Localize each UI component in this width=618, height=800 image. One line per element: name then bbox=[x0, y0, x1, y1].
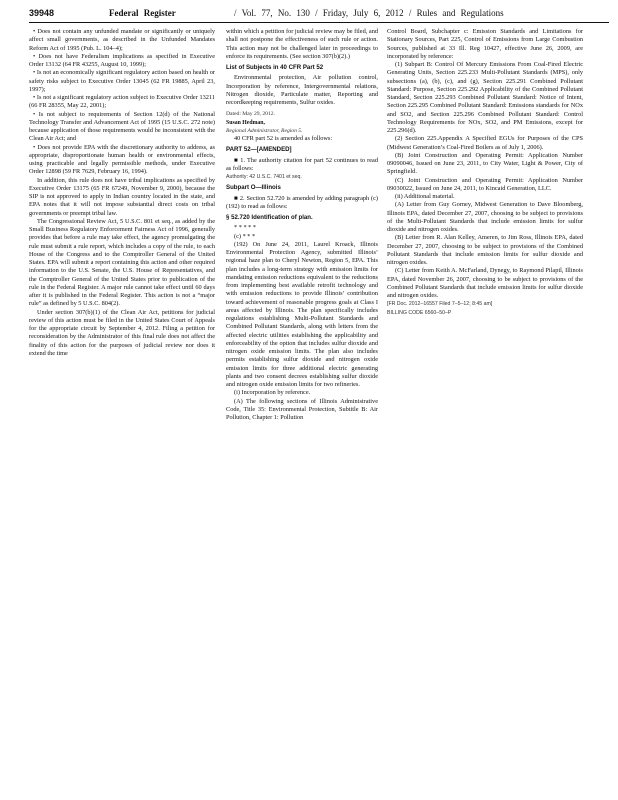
column2-paragraph: Authority: 42 U.S.C. 7401 et seq. bbox=[226, 174, 302, 180]
column2-paragraph: List of Subjects in 40 CFR Part 52 bbox=[226, 64, 324, 71]
column2-paragraph: Subpart O—Illinois bbox=[226, 184, 281, 192]
column3-paragraph: (ii) Additional material. bbox=[395, 193, 455, 200]
column1-paragraph: • Does not have Federalism implications as specified in Executive Order 13132 (64 FR 43255, August 10, 1999); bbox=[29, 52, 215, 68]
column3-paragraph: (B) Letter from R. Alan Kelley, Ameren, to Jim Ross, Illinois EPA, dated December 27, 2007, choosing to be subject to provisions of the Combined Pollutant Standards that include emission limits for sulfur dioxide and nitrogen oxides. bbox=[387, 234, 583, 266]
issue-details: / Vol. 77, No. 130 / Friday, July 6, 2012 / Rules and Regulations bbox=[234, 8, 504, 18]
column2-paragraph: Dated: May 29, 2012. bbox=[226, 111, 275, 118]
column1-paragraph: • Does not contain any unfunded mandate or significantly or uniquely affect small governments, as described in the Unfunded Mandates Reform Act of 1995 (Pub. L. 104–4); bbox=[29, 28, 215, 52]
column2-paragraph: ■ 1. The authority citation for part 52 continues to read as follows: bbox=[226, 156, 378, 172]
column1-paragraph: Under section 307(b)(1) of the Clean Air Act, petitions for judicial review of this action must be filed in the United States Court of Appeals for the appropriate circuit by September 4, 2012. Filing a petition for reconsideration by the Administrator of this final rule does not affect the finality of this action for the purposes of judicial review nor does it extend the time bbox=[29, 308, 215, 357]
column1-paragraph: • Is not an economically significant regulatory action based on health or safety risks subject to Executive Order 13045 (62 FR 19885, April 23, 1997); bbox=[29, 69, 215, 93]
text-column-left bbox=[29, 28, 215, 358]
column2-paragraph: Susan Hedman, bbox=[226, 119, 265, 126]
column3-paragraph: (C) Joint Construction and Operating Permit: Application Number 09030022, Issued on June 24, 2011, to Kincaid Generation, LLC. bbox=[387, 176, 583, 192]
column1-paragraph: In addition, this rule does not have tribal implications as specified by Executive Order 13175 (65 FR 67249, November 9, 2000), because the SIP is not approved to apply in Indian country located in the state, and EPA notes that it will not impose substantial direct costs on tribal governments or preempt tribal law. bbox=[29, 176, 215, 217]
column1-paragraph: The Congressional Review Act, 5 U.S.C. 801 et seq., as added by the Small Business Regulatory Enforcement Fairness Act of 1996, generally provides that before a rule may take effect, the agency promulgating the rule must submit a rule report, which includes a copy of the rule, to each House of the Congress and to the Comptroller General of the United States. EPA will submit a report containing this action and other required information to the U.S. Senate, the U.S. House of Representatives, and the Comptroller General of the United States prior to publication of the rule in the Federal Register. A major rule cannot take effect until 60 days after it is published in the Federal Register. This action is not a “major rule” as defined by 5 U.S.C. 804(2). bbox=[29, 217, 215, 308]
column3-paragraph: (C) Letter from Keith A. McFarland, Dynegy, to Raymond Pilapil, Illinois EPA, dated November 26, 2007, choosing to be subject to provisions of the Combined Pollutant Standards that include emission limits for sulfur dioxide and nitrogen oxides. bbox=[387, 267, 583, 299]
column2-paragraph: (c) * * * bbox=[234, 232, 256, 240]
column2-paragraph: (i) Incorporation by reference. bbox=[234, 389, 311, 397]
column2-paragraph: ■ 2. Section 52.720 is amended by adding paragraph (c)(192) to read as follows: bbox=[226, 194, 378, 210]
column2-paragraph: PART 52—[AMENDED] bbox=[226, 146, 292, 154]
column3-paragraph: (1) Subpart B: Control Of Mercury Emissions From Coal-Fired Electric Generating Units, Section 225.233 Multi-Pollutant Standards (MPS), only subsections (a), (b), (c), and (g), Section 225.291 Combined Pollutant Standard: Purpose, Section 225.292 Applicability of the Combined Pollutant Standard, Section 225.293 Combined Pollutant Standard: Notice of Intent, Section 225.295 Combined Pollutant Standard: Emissions standards for NOx and SO2, and Section 225.296 Combined Pollutant Standard: Control Technology Requirements for NOx, SO2, and PM Emissions, except for 225.296(d). bbox=[387, 61, 583, 134]
text-column-right bbox=[387, 28, 583, 317]
column3-paragraph: Control Board, Subchapter c: Emission Standards and Limitations for Stationary Sources, Part 225, Control of Emissions from Large Combustion Sources, published at 33 Ill. Reg 10427, effective June 26, 2009, are incorporated by reference: bbox=[387, 28, 583, 60]
column2-paragraph: (A) The following sections of Illinois Administrative Code, Title 35: Environmental Protection, Subtitle B: Air Pollution, Chapter 1: Pollution bbox=[226, 397, 378, 421]
text-column-middle bbox=[226, 28, 378, 422]
column2-paragraph: within which a petition for judicial review may be filed, and shall not postpone the effectiveness of such rule or action. This action may not be challenged later in proceedings to enforce its requirements. (See section 307(b)(2).) bbox=[226, 28, 378, 60]
column3-paragraph: (A) Letter from Guy Gorney, Midwest Generation to Dave Bloomberg, Illinois EPA, dated December 27, 2007, choosing to be subject to provisions of the Multi-Pollutant Standards that include emission limits for sulfur dioxide and nitrogen oxides. bbox=[387, 201, 583, 233]
page-header bbox=[29, 6, 609, 23]
column3-paragraph: (B) Joint Construction and Operating Permit: Application Number 09090046, Issued on June 23, 2011, to City Water, Light & Power, City of Springfield. bbox=[387, 151, 583, 176]
publication-title: Federal Register bbox=[109, 8, 176, 18]
page-number: 39948 bbox=[29, 8, 55, 18]
column2-paragraph: Environmental protection, Air pollution control, Incorporation by reference, Intergovernmental relations, Nitrogen dioxide, Particulate matter, Reporting and recordkeeping requirements, Sulfur oxides. bbox=[226, 74, 378, 106]
column3-paragraph: [FR Doc. 2012–16557 Filed 7–5–12; 8:45 am] bbox=[387, 301, 493, 308]
column1-paragraph: • Does not provide EPA with the discretionary authority to address, as appropriate, disproportionate human health or environmental effects, using practicable and legally permissible methods, under Executive Order 12898 (59 FR 7629, February 16, 1994). bbox=[29, 143, 215, 176]
column2-paragraph: § 52.720 Identification of plan. bbox=[226, 214, 313, 221]
column2-paragraph: Regional Administrator, Region 5. bbox=[226, 127, 303, 134]
column2-paragraph: * * * * * bbox=[234, 224, 257, 232]
column3-paragraph: (2) Section 225.Appendix A Specified EGUs for Purposes of the CPS (Midwest Generation’s Coal-Fired Boilers as of July 1, 2006). bbox=[387, 135, 583, 151]
column2-paragraph: (192) On June 24, 2011, Laurel Kroack, Illinois Environmental Protection Agency, submitted Illinois’ regional haze plan to Cheryl Newton, Region 5, EPA. This plan includes a long-term strategy with emission limits for mandating emission reductions equivalent to the reductions from implementing best available retrofit technology and with emission reductions to provide Illinois’ contribution toward achievement of reasonable progress goals at Class I areas affected by Illinois. The plan specifically includes regulations establishing Multi-Pollutant Standards and Combined Pollutant Standards, along with letters from the affected electric utilities establishing the applicability and enforceability of the option that includes sulfur dioxide and nitrogen oxide emission limits. The plan also includes permits establishing sulfur dioxide and nitrogen oxide emission limits for three additional electric generating plants and two consent decrees establishing sulfur dioxide and nitrogen oxide emission limits for two refineries. bbox=[226, 240, 378, 388]
column3-paragraph: BILLING CODE 6560–50–P bbox=[387, 309, 452, 316]
column2-paragraph: 40 CFR part 52 is amended as follows: bbox=[234, 135, 333, 142]
column1-paragraph: • Is not subject to requirements of Section 12(d) of the National Technology Transfer and Advancement Act of 1995 (15 U.S.C. 272 note) because application of those requirements would be inconsistent with the Clean Air Act; and bbox=[29, 110, 215, 143]
column1-paragraph: • Is not a significant regulatory action subject to Executive Order 13211 (66 FR 28355, May 22, 2001); bbox=[29, 94, 215, 110]
